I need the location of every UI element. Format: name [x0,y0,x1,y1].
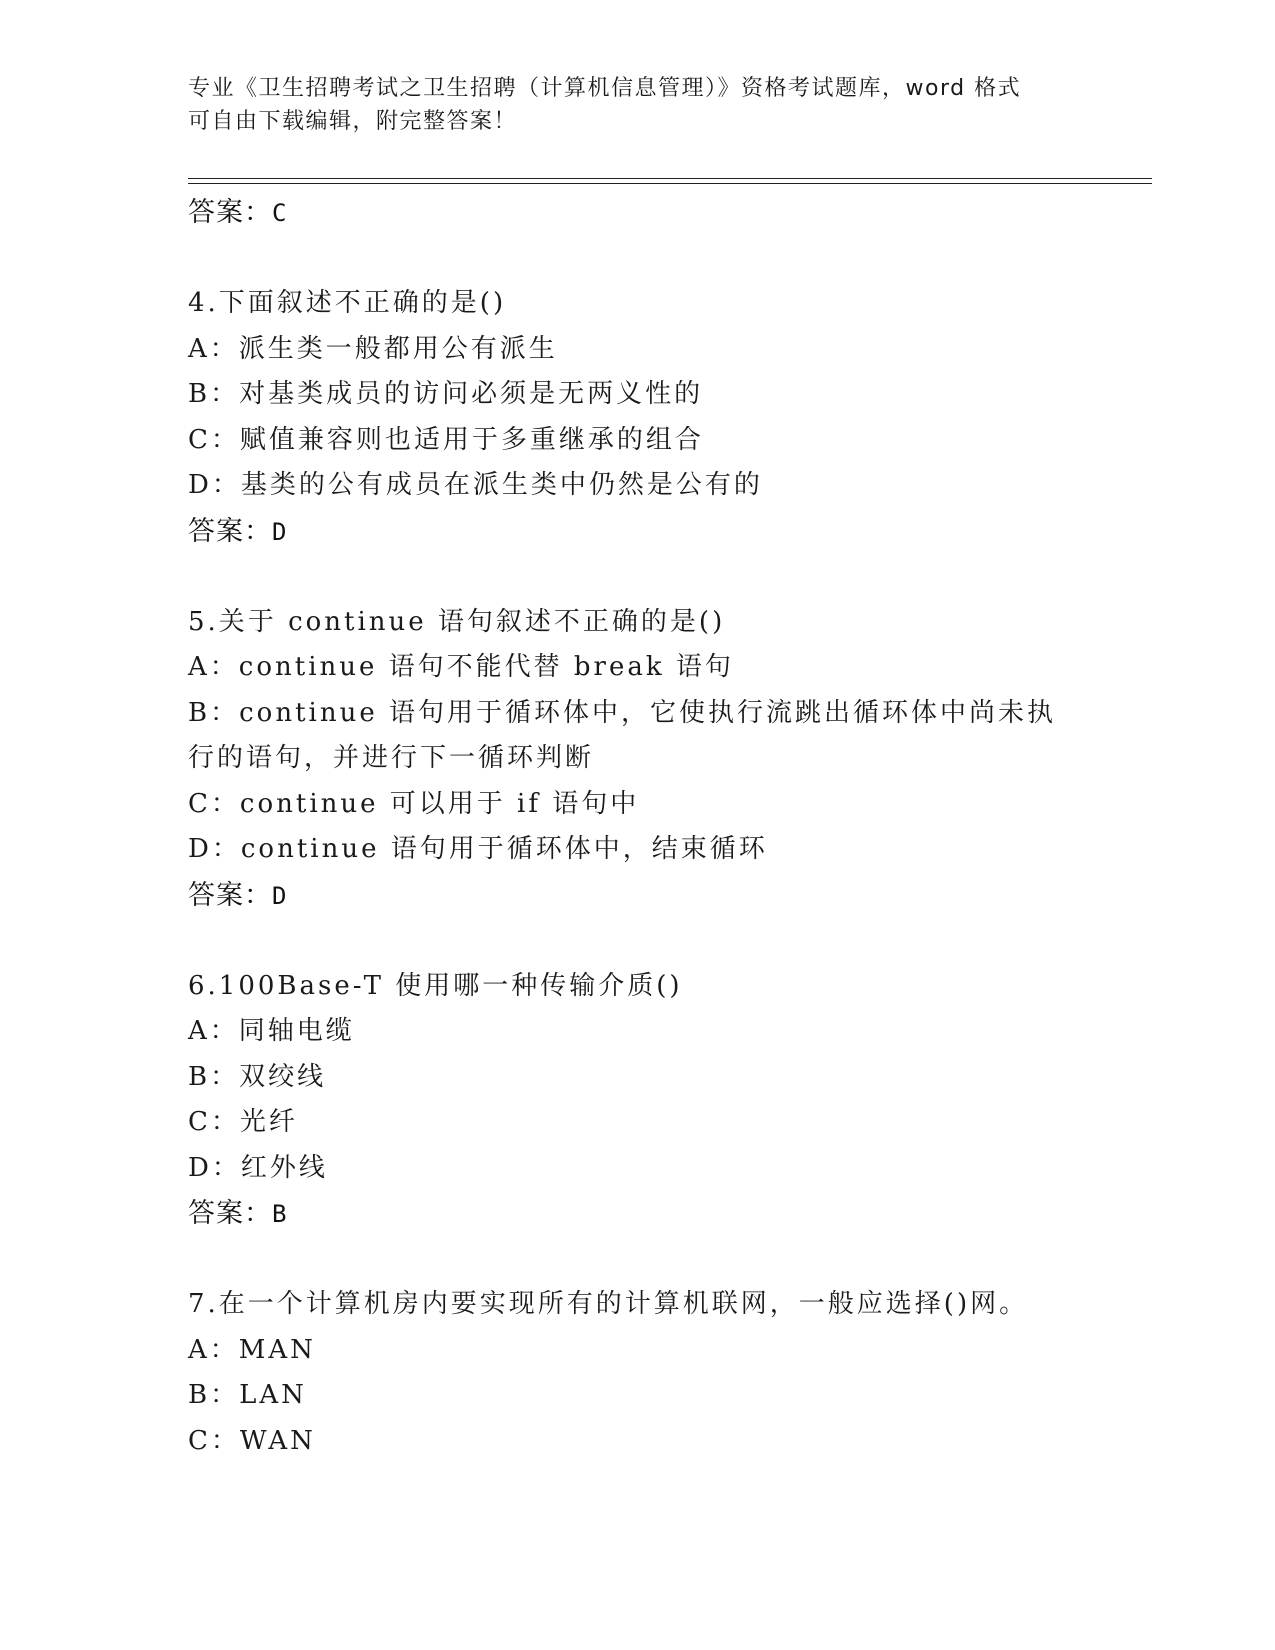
option-d [188,463,1088,509]
answer-value: D [272,881,288,910]
option-key: B： [188,697,240,728]
option-text: WAN [239,1425,316,1456]
option-key: A： [188,652,239,682]
option-text: 同轴电缆 [238,1016,355,1046]
option-a [188,645,1088,691]
option-text: 双绞线 [239,1061,327,1092]
option-text: continue 可以用于 if 语句中 [239,788,640,819]
option-key: D： [188,1152,241,1183]
option-text: 光纤 [239,1107,298,1137]
option-text: continue 语句用于循环体中，它使执行流跳出循环体中尚未执行的语句，并进行下一循环判断 [188,697,1056,773]
question-list [188,190,1088,1464]
option-key: B： [188,1380,240,1410]
header-title-line-2: 可自由下载编辑，附完整答案！ [188,109,518,134]
answer-line [188,1191,1088,1237]
answer-label: 答案： [188,879,272,911]
option-text: 赋值兼容则也适用于多重继承的组合 [239,424,704,455]
option-d [188,827,1088,873]
option-text: 派生类一般都用公有派生 [238,333,558,364]
answer-value: D [272,517,288,546]
document-header [188,72,1068,138]
option-c [188,782,1088,828]
option-text: 基类的公有成员在派生类中仍然是公有的 [240,470,763,500]
option-b [188,691,1068,782]
answer-line [188,509,1088,555]
question-stem: 5.关于 continue 语句叙述不正确的是() [188,606,726,637]
question-7 [188,1282,1088,1464]
question-6 [188,964,1088,1238]
option-key: C： [188,1107,240,1137]
option-text: 红外线 [240,1152,328,1183]
option-key: D： [188,834,241,864]
answer-value: B [272,1200,288,1228]
option-text: continue 语句不能代替 break 语句 [238,652,734,682]
answer-value: C [272,199,288,227]
answer-line [188,190,1088,236]
answer-label: 答案： [188,197,272,228]
option-text: MAN [238,1334,316,1365]
option-key: C： [188,788,240,819]
option-key: B： [188,1061,240,1092]
header-divider-top [188,178,1152,179]
option-key: D： [188,470,241,500]
option-key: C： [188,1425,240,1456]
option-b [188,1373,1088,1419]
option-b [188,1055,1088,1101]
option-a [188,1009,1088,1055]
header-title-line-1: 专业《卫生招聘考试之卫生招聘（计算机信息管理）》资格考试题库，word 格式 [188,76,1022,101]
question-stem: 7.在一个计算机房内要实现所有的计算机联网，一般应选择()网。 [188,1289,1029,1319]
option-b [188,372,1088,418]
option-text: LAN [239,1380,307,1410]
option-d [188,1146,1088,1192]
option-a [188,1328,1088,1374]
question-stem: 4.下面叙述不正确的是() [188,288,507,318]
option-text: continue 语句用于循环体中，结束循环 [240,834,768,864]
answer-line [188,873,1088,919]
option-a [188,327,1088,373]
question-4 [188,281,1088,555]
answer-label: 答案： [188,515,272,547]
question-stem: 6.100Base-T 使用哪一种传输介质() [188,970,683,1001]
option-key: C： [188,424,240,455]
option-c [188,418,1088,464]
option-text: 对基类成员的访问必须是无两义性的 [239,379,704,409]
option-c [188,1419,1088,1465]
option-c [188,1100,1088,1146]
option-key: B： [188,379,240,409]
option-key: A： [188,1334,239,1365]
question-5 [188,600,1088,919]
option-key: A： [188,1016,239,1046]
answer-label: 答案： [188,1198,272,1229]
option-key: A： [188,333,239,364]
header-divider-bottom [188,183,1152,184]
